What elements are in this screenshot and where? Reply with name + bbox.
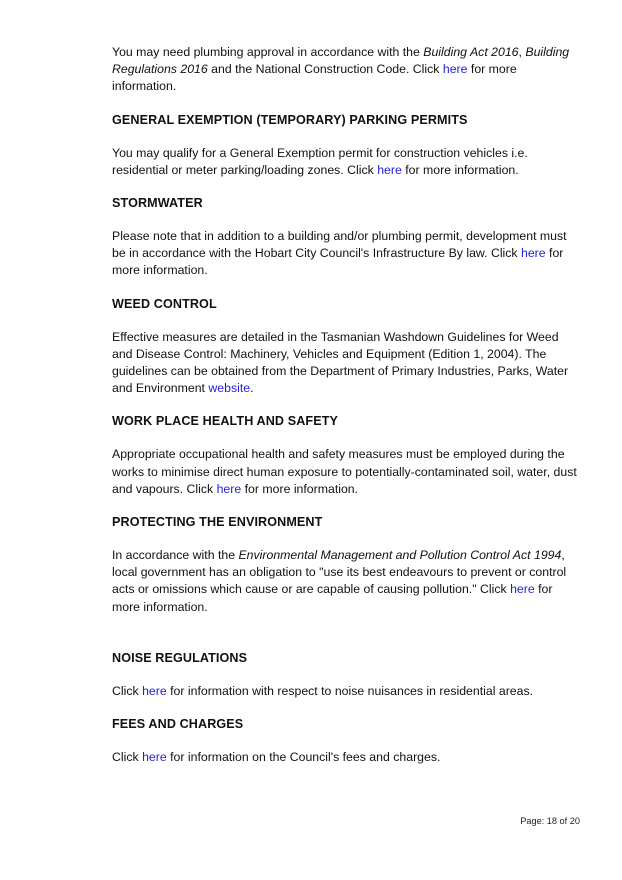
page-number: Page: 18 of 20	[520, 816, 580, 826]
text: Appropriate occupational health and safety measures must be employed during the works to minimise direct human exposure to potentially-contaminated soil, water, dust and vapours. Click	[112, 447, 577, 496]
environment-heading: PROTECTING THE ENVIRONMENT	[112, 515, 323, 530]
text: for more information.	[112, 246, 564, 278]
text: for more information.	[401, 162, 519, 177]
act-title: Building Act 2016	[423, 45, 519, 59]
weed-paragraph	[112, 329, 582, 398]
whs-here-link[interactable]: here	[216, 481, 242, 496]
parking-paragraph	[112, 145, 582, 179]
text: .	[250, 381, 254, 396]
stormwater-heading: STORMWATER	[112, 196, 203, 211]
text: for information on the Council's fees and charges.	[166, 750, 441, 765]
text: for more information.	[241, 481, 359, 496]
text: Click	[112, 750, 143, 765]
whs-heading: WORK PLACE HEALTH AND SAFETY	[112, 414, 338, 429]
text: In accordance with the	[112, 548, 239, 563]
fees-heading: FEES AND CHARGES	[112, 717, 244, 732]
stormwater-paragraph	[112, 228, 582, 280]
parking-here-link[interactable]: here	[377, 162, 402, 177]
weed-website-link[interactable]: website	[208, 381, 251, 396]
noise-here-link[interactable]: here	[142, 683, 167, 698]
text: for more information.	[112, 582, 553, 614]
text: for more information.	[112, 62, 517, 94]
fees-here-link[interactable]: here	[142, 750, 167, 765]
fees-paragraph	[112, 749, 582, 766]
text: , local government has an obligation to "use its best endeavours to prevent or control acts or omissions which cause or are capable of causing pollution." Click	[112, 548, 567, 597]
text: You may qualify for a General Exemption permit for construction vehicles i.e. residential or meter parking/loading zones. Click	[112, 145, 528, 177]
plumbing-paragraph	[112, 44, 582, 96]
text: Click	[112, 683, 143, 698]
text: You may need plumbing approval in accordance with the	[112, 45, 424, 59]
document-page	[112, 44, 582, 766]
act-title: Building Regulations 2016	[112, 45, 570, 77]
environment-paragraph	[112, 547, 582, 616]
text: and the National Construction Code. Click	[207, 62, 443, 77]
text: ,	[518, 45, 526, 59]
environment-here-link[interactable]: here	[510, 582, 535, 597]
whs-paragraph	[112, 446, 582, 498]
act-title: Environmental Management and Pollution Control Act 1994	[238, 548, 562, 563]
text: Effective measures are detailed in the Tasmanian Washdown Guidelines for Weed and Disease Control: Machinery, Vehicles and Equipment (Edition 1, 2004). The guidelines can be obtained from the Department of Primary Industries, Parks, Water and Environment	[112, 329, 569, 396]
text: Please note that in addition to a building and/or plumbing permit, development must be in accordance with the Hobart City Council's Infrastructure By law. Click	[112, 229, 567, 261]
plumbing-here-link[interactable]: here	[442, 62, 468, 77]
parking-heading: GENERAL EXEMPTION (TEMPORARY) PARKING PERMITS	[112, 112, 468, 127]
noise-heading: NOISE REGULATIONS	[112, 650, 248, 665]
text: for information with respect to noise nuisances in residential areas.	[166, 683, 534, 698]
noise-paragraph	[112, 683, 582, 700]
weed-heading: WEED CONTROL	[112, 296, 217, 311]
stormwater-here-link[interactable]: here	[521, 246, 546, 261]
